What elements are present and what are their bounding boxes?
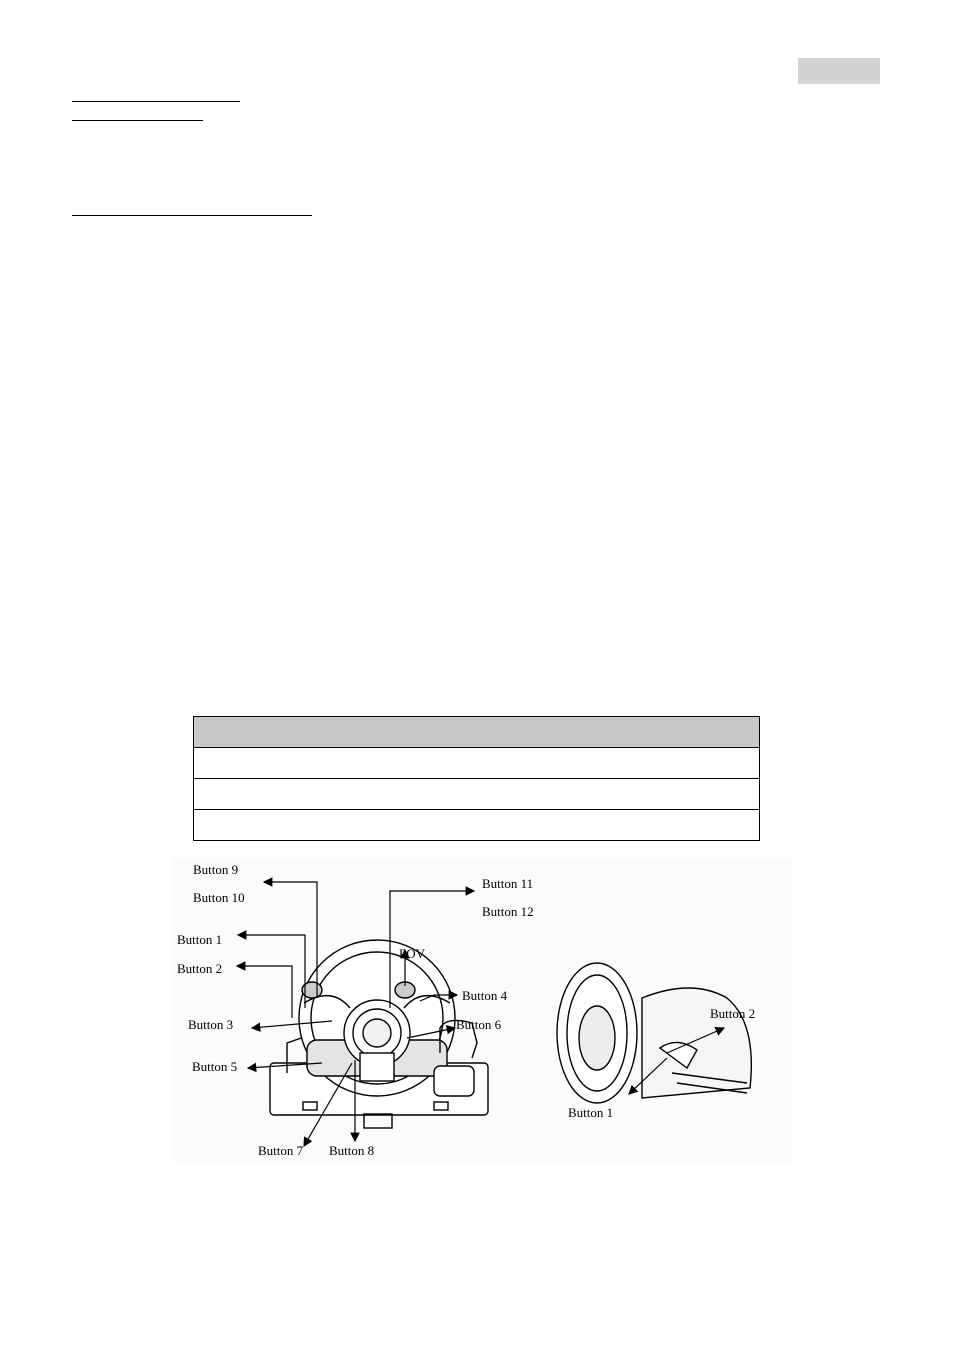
label-button-6: Button 6 <box>456 1017 502 1032</box>
label-button-12: Button 12 <box>482 904 534 919</box>
table-header-cell <box>194 717 760 748</box>
label-button-1: Button 1 <box>177 932 223 947</box>
label-side-button-2: Button 2 <box>710 1006 756 1021</box>
label-pov: POV <box>399 946 426 961</box>
label-button-9: Button 9 <box>193 862 239 877</box>
page-tag <box>798 58 880 84</box>
wheel-button-diagram <box>172 858 792 1163</box>
label-button-2: Button 2 <box>177 961 223 976</box>
label-button-11: Button 11 <box>482 876 534 891</box>
label-button-4: Button 4 <box>462 988 508 1003</box>
label-button-8: Button 8 <box>329 1143 375 1158</box>
label-button-7: Button 7 <box>258 1143 304 1158</box>
label-button-3: Button 3 <box>188 1017 234 1032</box>
label-button-5: Button 5 <box>192 1059 238 1074</box>
heading-underline-1 <box>72 101 240 102</box>
label-side-button-1: Button 1 <box>568 1105 614 1120</box>
table-header-row <box>194 717 760 748</box>
table-row <box>194 779 760 810</box>
heading-underline-3 <box>72 215 312 216</box>
heading-underline-2 <box>72 120 203 121</box>
label-button-10: Button 10 <box>193 890 245 905</box>
table-cell <box>194 748 760 779</box>
table-cell <box>194 779 760 810</box>
diagram-svg <box>172 858 792 1163</box>
table-row <box>194 748 760 779</box>
spec-table <box>193 716 760 841</box>
table-row <box>194 810 760 841</box>
table-cell <box>194 810 760 841</box>
